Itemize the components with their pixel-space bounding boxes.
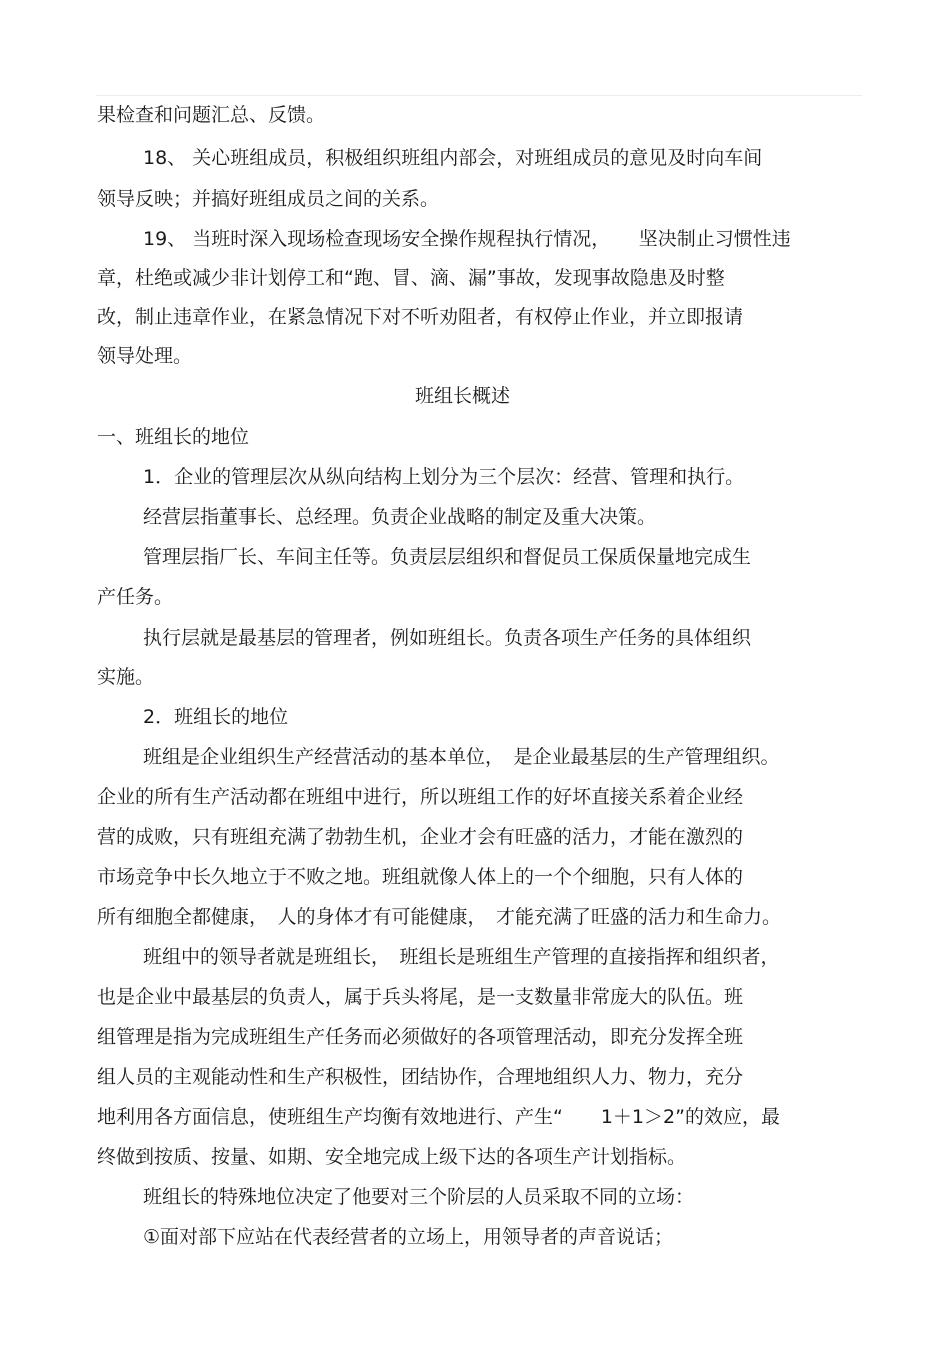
paragraph-line: 组管理是指为完成班组生产任务而必须做好的各项管理活动，即充分发挥全班: [97, 1026, 744, 1048]
section-heading: 一、班组长的地位: [97, 426, 250, 448]
paragraph-line: 组人员的主观能动性和生产积极性，团结协作，合理地组织人力、物力，充分: [97, 1066, 744, 1088]
paragraph-line: ①面对部下应站在代表经营者的立场上，用领导者的声音说话；: [143, 1226, 674, 1248]
paragraph-line: 也是企业中最基层的负责人，属于兵头将尾，是一支数量非常庞大的队伍。班: [97, 986, 744, 1008]
paragraph-line: 章，杜绝或减少非计划停工和“跑、冒、滴、漏”事故，发现事故隐患及时整: [97, 267, 725, 289]
paragraph-line: 地利用各方面信息，使班组生产均衡有效地进行、产生“ 1＋1＞2”的效应，最: [97, 1106, 780, 1128]
paragraph-line: 班组中的领导者就是班组长， 班组长是班组生产管理的直接指挥和组织者，: [143, 946, 780, 968]
paragraph-line: 终做到按质、按量、如期、安全地完成上级下达的各项生产计划指标。: [97, 1146, 687, 1168]
paragraph-line: 19、 当班时深入现场检查现场安全操作规程执行情况， 坚决制止习惯性违: [143, 228, 791, 250]
paragraph-line: 所有细胞全都健康， 人的身体才有可能健康， 才能充满了旺盛的活力和生命力。: [97, 906, 782, 928]
subsection-heading: 2．班组长的地位: [143, 706, 289, 728]
paragraph-line: 市场竞争中长久地立于不败之地。班组就像人体上的一个个细胞，只有人体的: [97, 866, 744, 888]
paragraph-line: 班组是企业组织生产经营活动的基本单位， 是企业最基层的生产管理组织。: [143, 746, 780, 768]
paragraph-line: 经营层指董事长、总经理。负责企业战略的制定及重大决策。: [143, 506, 657, 528]
paragraph-line: 改，制止违章作业，在紧急情况下对不听劝阻者，有权停止作业，并立即报请: [97, 306, 744, 328]
paragraph-line: 领导反映；并搞好班组成员之间的关系。: [97, 188, 440, 210]
paragraph-line: 执行层就是最基层的管理者，例如班组长。负责各项生产任务的具体组织: [143, 627, 752, 649]
paragraph-line: 果检查和问题汇总、反馈。: [97, 104, 326, 126]
paragraph-line: 企业的所有生产活动都在班组中进行，所以班组工作的好坏直接关系着企业经: [97, 786, 744, 808]
header-rule: [96, 95, 862, 96]
paragraph-line: 领导处理。: [97, 345, 193, 367]
paragraph-line: 营的成败，只有班组充满了勃勃生机，企业才会有旺盛的活力，才能在激烈的: [97, 826, 744, 848]
paragraph-line: 实施。: [97, 666, 155, 688]
section-title: 班组长概述: [415, 385, 511, 407]
paragraph-line: 班组长的特殊地位决定了他要对三个阶层的人员采取不同的立场：: [143, 1186, 695, 1208]
paragraph-line: 18、 关心班组成员，积极组织班组内部会，对班组成员的意见及时向车间: [143, 147, 763, 169]
paragraph-line: 产任务。: [97, 586, 174, 608]
paragraph-line: 管理层指厂长、车间主任等。负责层层组织和督促员工保质保量地完成生: [143, 546, 752, 568]
paragraph-line: 1．企业的管理层次从纵向结构上划分为三个层次：经营、管理和执行。: [143, 466, 745, 488]
